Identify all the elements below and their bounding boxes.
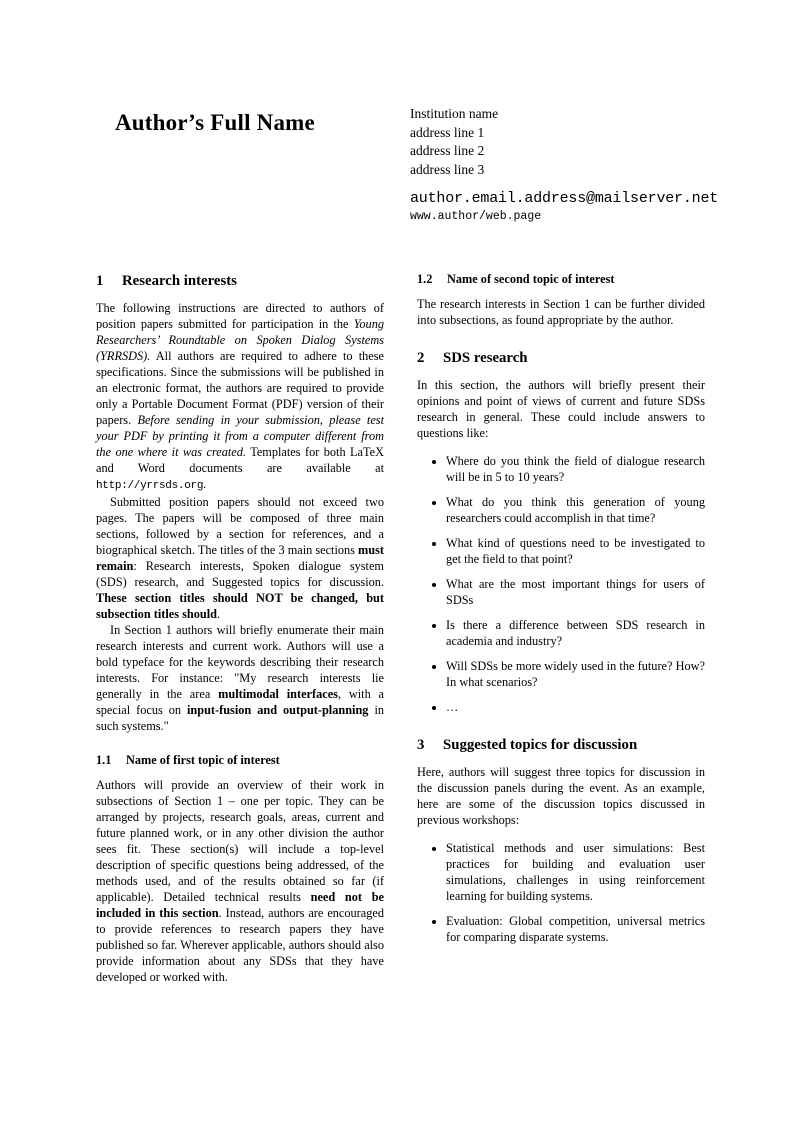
two-column-body <box>96 272 705 985</box>
list-item <box>446 535 705 567</box>
subsection-title: Name of second topic of interest <box>447 272 615 286</box>
discussion-topics-list <box>417 840 705 945</box>
paragraph <box>417 377 705 441</box>
text-run: The following instructions are directed to authors of position papers submitted for participation in the <box>96 301 384 331</box>
list-item <box>446 840 705 904</box>
author-name: Author’s Full Name <box>115 110 315 135</box>
text-run: Is there a difference between SDS research in academia and industry? <box>446 618 705 648</box>
subsection-heading-second-topic <box>417 272 705 287</box>
section-number: 1 <box>96 273 104 289</box>
text-run: Statistical methods and user simulations: Best practices for building and evaluation user simulations, challenges in using reinforcement learning for building systems. <box>446 841 705 903</box>
list-item <box>446 617 705 649</box>
paragraph <box>96 777 384 985</box>
text-run: … <box>446 700 459 714</box>
text-run: . <box>203 477 207 491</box>
list-item <box>446 913 705 945</box>
list-item <box>446 658 705 690</box>
paragraph <box>417 296 705 328</box>
text-run: Young Researchers’ Roundtable on Spoken Dialog Systems (YRRSDS). <box>96 317 384 363</box>
text-run: In Section 1 authors will briefly enumerate their main research interests and current work. Authors will use a bold typeface for the keywords describing their research interests. For instance: "My research interests lie generally in the area <box>96 623 384 701</box>
paper-header <box>96 105 719 224</box>
text-run: input-fusion and output-planning <box>187 703 369 717</box>
text-run: multimodal interfaces <box>218 687 338 701</box>
address-line-3: address line 3 <box>410 161 485 177</box>
text-run: These section titles should NOT be changed, but subsection titles should <box>96 591 384 621</box>
text-run: . <box>216 607 221 621</box>
section-heading-sds-research <box>417 349 705 367</box>
list-item <box>446 576 705 608</box>
address-line-2: address line 2 <box>410 143 485 158</box>
text-run: All authors are required to adhere to these specifications. Since the submissions will be published in an electronic format, the authors are required to provide only a Portable Document Format (PDF) version of their papers. <box>96 349 384 427</box>
author-website: www.author/web.page <box>410 210 542 223</box>
text-run: What kind of questions need to be investigated to get the field to that point? <box>446 536 705 566</box>
list-item <box>446 453 705 485</box>
text-run: Here, authors will suggest three topics for discussion in the discussion panels during the event. As an example, here are some of the discussion topics discussed in previous workshops: <box>417 765 705 827</box>
text-run: The research interests in Section 1 can be further divided into subsections, as found appropriate by the author. <box>417 297 705 327</box>
paragraph <box>417 764 705 828</box>
section-title: Research interests <box>122 273 237 289</box>
text-run: What are the most important things for users of SDSs <box>446 577 705 607</box>
text-run: Evaluation: Global competition, universal metrics for comparing disparate systems. <box>446 914 705 944</box>
list-item <box>446 699 705 715</box>
paragraph <box>96 494 384 622</box>
text-run: in such systems." <box>96 703 385 733</box>
subsection-number: 1.1 <box>96 753 112 767</box>
paragraph <box>96 300 384 494</box>
text-run: : Research interests, Spoken dialogue system (SDS) research, and Suggested topics for discussion. <box>96 559 384 589</box>
author-email: author.email.address@mailserver.net <box>410 190 719 207</box>
text-run: must remain <box>96 543 385 573</box>
left-column <box>96 272 384 985</box>
title-block <box>96 105 410 136</box>
section-number: 2 <box>417 350 425 366</box>
text-run: Before sending in your submission, please test your PDF by printing it from a computer different from the one where it was created. <box>96 413 384 459</box>
section-title: SDS research <box>443 350 528 366</box>
text-run: need not be included in this section <box>96 890 384 920</box>
subsection-heading-first-topic <box>96 753 384 768</box>
text-run: In this section, the authors will briefly present their opinions and point of views of current and future SDSs research in general. These could include answers to questions like: <box>417 378 705 440</box>
subsection-number: 1.2 <box>417 272 433 286</box>
text-run: Templates for both LaTeX and Word documents are available at <box>96 445 384 475</box>
section-number: 3 <box>417 737 425 753</box>
text-run: . Instead, authors are encouraged to provide references to research papers they have published so far. Wherever applicable, authors should also provide information about any SDSs that they have developed or worked with. <box>96 906 384 984</box>
paragraph <box>96 622 384 734</box>
institution-block <box>410 105 719 224</box>
text-run: Where do you think the field of dialogue research will be in 5 to 10 years? <box>446 454 705 484</box>
institution-name: Institution name <box>410 106 499 121</box>
list-item <box>446 494 705 526</box>
section-title: Suggested topics for discussion <box>443 737 638 753</box>
section-heading-suggested-topics <box>417 736 705 754</box>
address-line-1: address line 1 <box>410 124 485 140</box>
text-run: What do you think this generation of young researchers could accomplish in that time? <box>446 495 705 525</box>
text-run: Will SDSs be more widely used in the future? How? In what scenarios? <box>446 659 705 689</box>
text-run: , with a special focus on <box>96 687 384 717</box>
text-run: Submitted position papers should not exceed two pages. The papers will be composed of three main sections, followed by a section for references, and a biographical sketch. The titles of the 3 main sections <box>96 495 384 557</box>
text-run: http://yrrsds.org <box>96 480 204 492</box>
right-column <box>417 272 705 985</box>
subsection-title: Name of first topic of interest <box>126 753 280 767</box>
section-heading-research-interests <box>96 272 384 290</box>
sds-questions-list <box>417 453 705 715</box>
text-run: Authors will provide an overview of their work in subsections of Section 1 – one per topic. They can be arranged by projects, research goals, areas, current and future planned work, or in any other division the author sees fit. These section(s) will include a top-level description of specific questions being addressed, of the methods used, and of the results obtained so far (if applicable). Detailed technical results <box>96 778 384 904</box>
